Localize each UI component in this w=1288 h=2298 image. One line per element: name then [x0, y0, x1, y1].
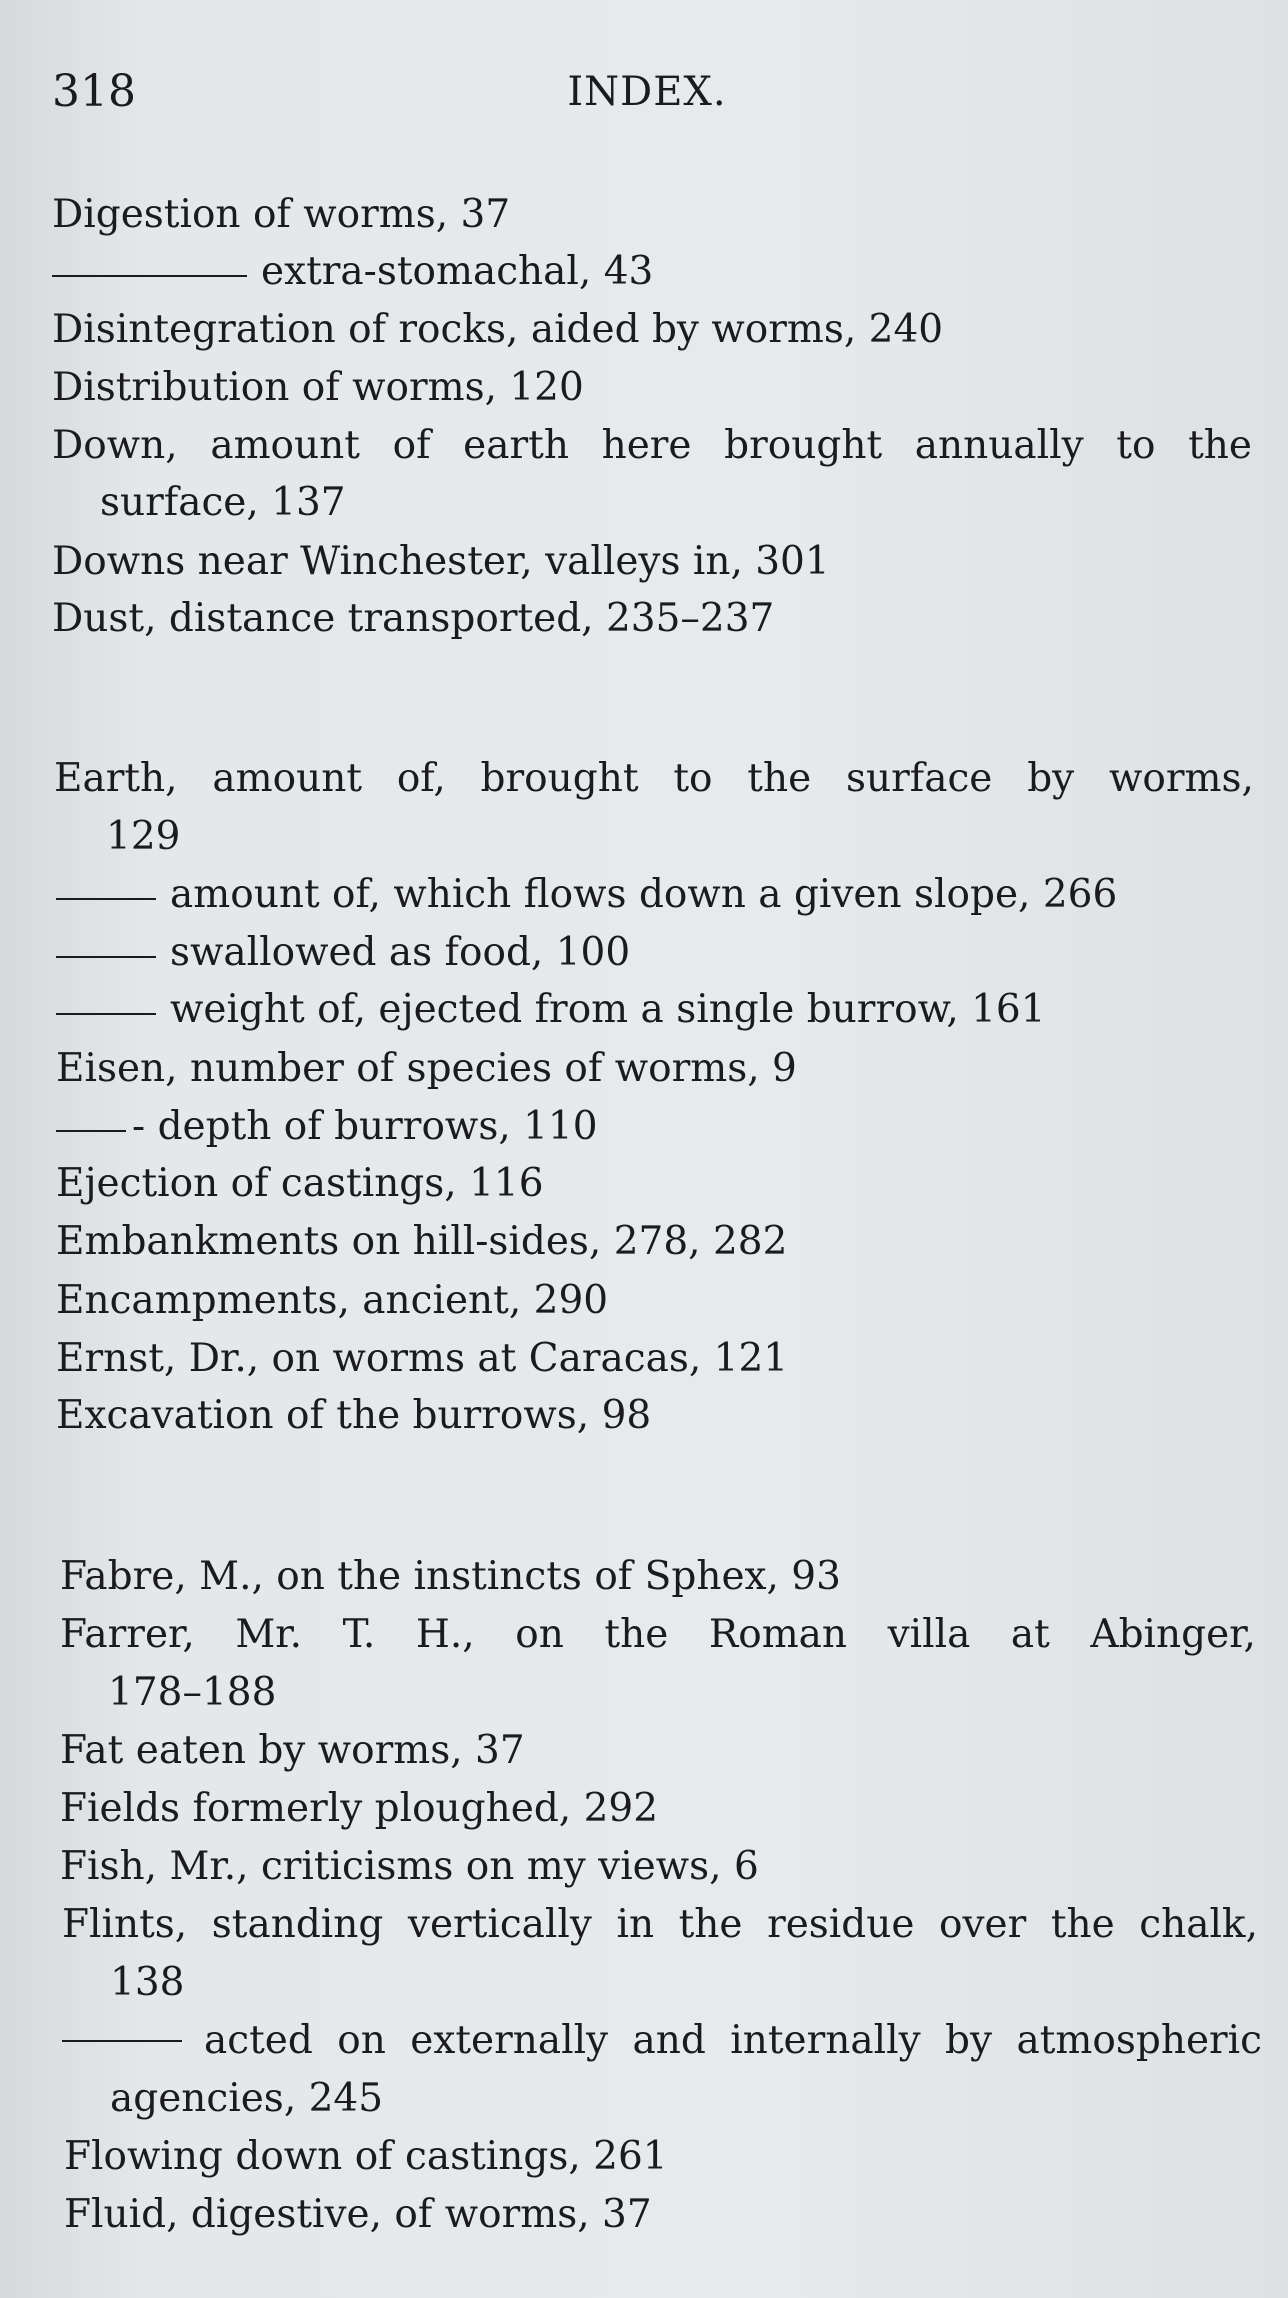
entry-word: vertically — [407, 1902, 592, 1947]
entry-word: on — [515, 1612, 564, 1657]
entry-text: Ejection of castings, 116 — [56, 1161, 544, 1206]
running-title: INDEX. — [567, 69, 727, 115]
entry-text: Ernst, Dr., on worms at Caracas, 121 — [56, 1336, 789, 1381]
entry-word: in — [616, 1902, 655, 1947]
entry-word: acted — [204, 2018, 313, 2063]
entry-word: worms, — [1109, 756, 1254, 801]
entry-text: 138 — [110, 1960, 185, 2005]
index-entry-continuation — [100, 474, 346, 532]
entry-word: Earth, — [54, 756, 178, 801]
entry-text: Embankments on hill-sides, 278, 282 — [56, 1219, 788, 1264]
entry-text: - depth of burrows, 110 — [132, 1104, 598, 1149]
entry-word: amount — [212, 756, 362, 801]
entry-word: Roman — [708, 1612, 848, 1657]
index-entry — [60, 1722, 525, 1780]
entry-text: Fields formerly ploughed, 292 — [60, 1786, 659, 1831]
entry-word: on — [337, 2018, 386, 2063]
entry-word: of, — [396, 756, 446, 801]
entry-word: H., — [415, 1612, 475, 1657]
entry-word: by — [1027, 756, 1075, 801]
entry-text: 178–188 — [108, 1670, 277, 1715]
ditto-dash — [56, 1130, 126, 1132]
ditto-dash — [56, 956, 156, 958]
index-entry — [60, 1780, 658, 1838]
entry-text: Digestion of worms, 37 — [52, 192, 511, 237]
ditto-dash — [52, 275, 247, 277]
index-entry — [52, 590, 774, 648]
index-entry — [56, 1040, 797, 1098]
index-entry-continuation — [108, 1664, 276, 1722]
entry-word: brought — [480, 756, 639, 801]
entry-word: to — [1116, 423, 1156, 468]
page-number: 318 — [52, 66, 136, 117]
entry-word: annually — [914, 423, 1084, 468]
entry-word: Mr. — [235, 1612, 303, 1657]
entry-word: the — [1050, 1902, 1115, 1947]
index-subentry — [56, 866, 1117, 924]
entry-word: Farrer, — [60, 1612, 195, 1657]
entry-word: Abinger, — [1090, 1612, 1256, 1657]
entry-text: Fabre, M., on the instincts of Sphex, 93 — [60, 1554, 841, 1599]
index-entry — [54, 750, 1254, 808]
entry-word: T. — [342, 1612, 376, 1657]
entry-text: agencies, 245 — [110, 2076, 384, 2121]
index-entry — [52, 186, 510, 244]
entry-text: Downs near Winchester, valleys in, 301 — [52, 539, 830, 584]
entry-word: earth — [463, 423, 569, 468]
index-entry — [52, 533, 830, 591]
entry-word: residue — [767, 1902, 915, 1947]
index-subentry — [52, 243, 653, 301]
entry-words — [204, 2012, 1262, 2070]
entry-word: Down, — [52, 423, 178, 468]
index-entry-continuation — [110, 1954, 184, 2012]
index-entry — [60, 1548, 841, 1606]
entry-text: Dust, distance transported, 235–237 — [52, 596, 775, 641]
entry-word: the — [747, 756, 812, 801]
entry-word: brought — [724, 423, 883, 468]
entry-word: Flints, — [62, 1902, 188, 1947]
index-entry — [56, 1155, 544, 1213]
index-subentry — [56, 1098, 598, 1156]
entry-word: chalk, — [1139, 1902, 1258, 1947]
entry-word: and — [632, 2018, 706, 2063]
entry-word: standing — [211, 1902, 384, 1947]
entry-word: surface — [845, 756, 993, 801]
entry-text: Encampments, ancient, 290 — [56, 1278, 609, 1323]
index-entry — [52, 301, 943, 359]
entry-word: internally — [730, 2018, 921, 2063]
index-entry-continuation — [110, 2070, 383, 2128]
entry-text: Disintegration of rocks, aided by worms, 240 — [52, 307, 944, 352]
index-entry — [56, 1272, 608, 1330]
index-entry — [60, 1838, 759, 1896]
entry-word: villa — [887, 1612, 971, 1657]
entry-word: by — [945, 2018, 993, 2063]
entry-word: over — [939, 1902, 1027, 1947]
entry-text: amount of, which flows down a given slope, 266 — [170, 872, 1118, 917]
entry-text: weight of, ejected from a single burrow, 161 — [170, 987, 1046, 1032]
entry-text: Fat eaten by worms, 37 — [60, 1728, 525, 1773]
entry-word: to — [673, 756, 713, 801]
index-subentry — [62, 2012, 1262, 2070]
entry-text: Excavation of the burrows, 98 — [56, 1393, 652, 1438]
entry-text: Distribution of worms, 120 — [52, 365, 584, 410]
entry-text: swallowed as food, 100 — [170, 930, 631, 975]
index-entry — [52, 359, 584, 417]
entry-word: at — [1010, 1612, 1050, 1657]
entry-text: Flowing down of castings, 261 — [64, 2134, 668, 2179]
index-entry-continuation — [106, 808, 180, 866]
entry-word: atmospheric — [1016, 2018, 1262, 2063]
index-entry — [52, 417, 1252, 475]
index-subentry — [56, 924, 630, 982]
ditto-dash — [62, 2040, 182, 2042]
entry-text: 129 — [106, 814, 181, 859]
index-entry — [64, 2186, 652, 2244]
entry-word: here — [601, 423, 692, 468]
entry-text: Eisen, number of species of worms, 9 — [56, 1046, 797, 1091]
entry-word: the — [604, 1612, 669, 1657]
entry-text: extra-stomachal, 43 — [261, 249, 654, 294]
index-entry — [56, 1387, 651, 1445]
index-entry — [60, 1606, 1256, 1664]
entry-text: surface, 137 — [100, 480, 346, 525]
entry-word: externally — [410, 2018, 609, 2063]
index-entry — [64, 2128, 668, 2186]
index-subentry — [56, 981, 1046, 1039]
index-entry — [62, 1896, 1258, 1954]
entry-text: Fish, Mr., criticisms on my views, 6 — [60, 1844, 759, 1889]
ditto-dash — [56, 898, 156, 900]
index-entry — [56, 1330, 788, 1388]
entry-text: Fluid, digestive, of worms, 37 — [64, 2192, 652, 2237]
ditto-dash — [56, 1013, 156, 1015]
entry-word: of — [392, 423, 431, 468]
entry-word: the — [678, 1902, 743, 1947]
entry-word: amount — [210, 423, 360, 468]
index-entry — [56, 1213, 787, 1271]
entry-word: the — [1188, 423, 1252, 468]
